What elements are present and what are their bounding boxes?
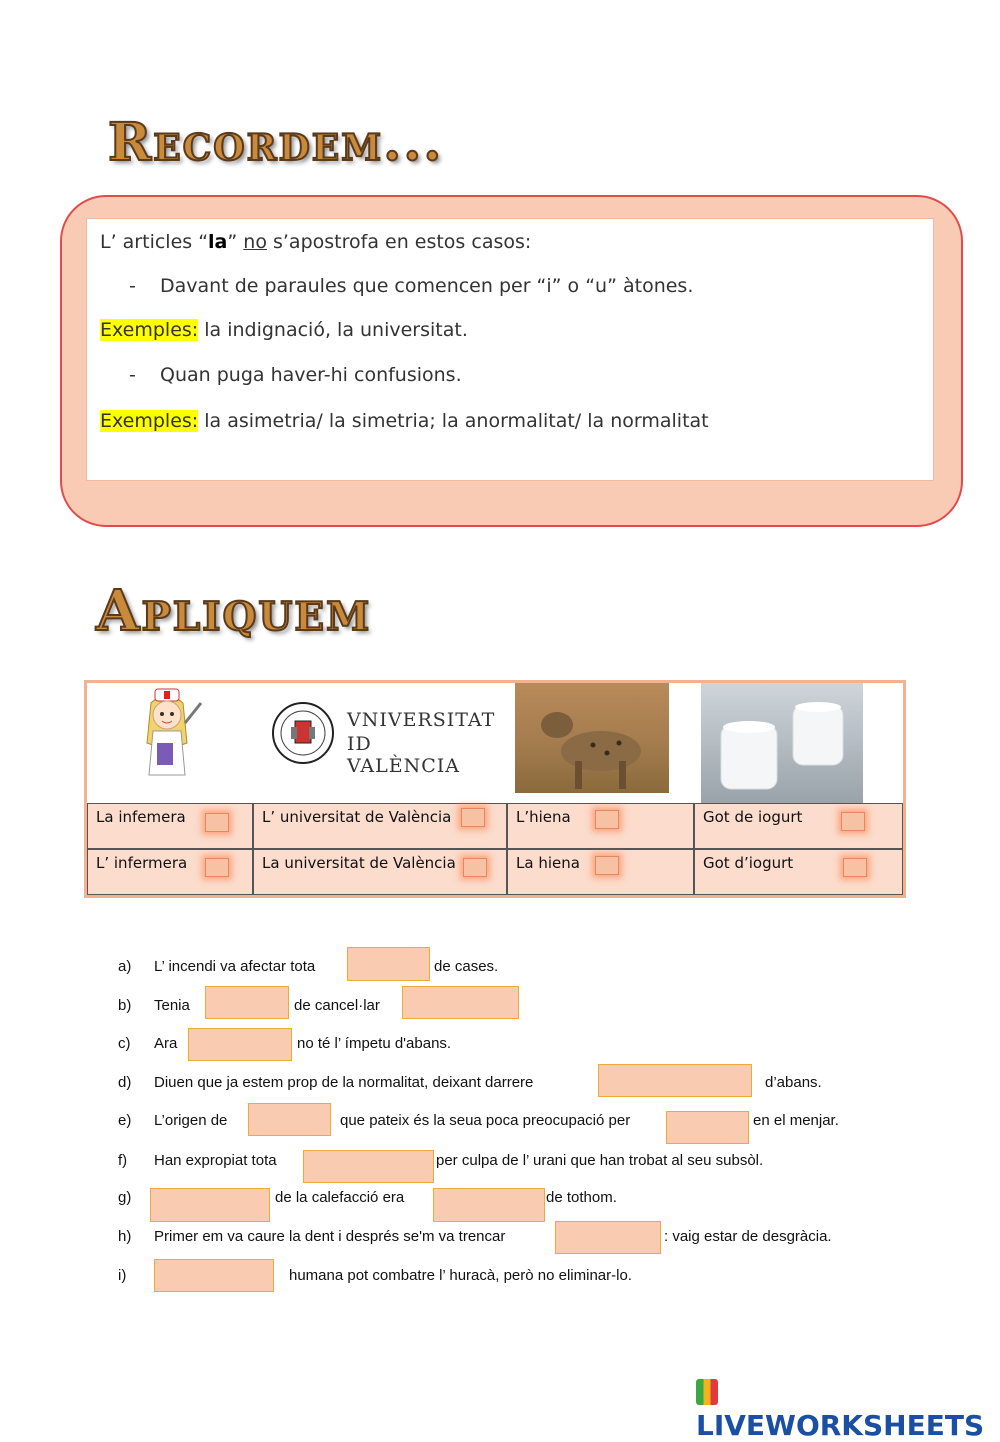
choice-table bbox=[84, 680, 906, 898]
exercise-e-text-3: en el menjar. bbox=[753, 1112, 839, 1129]
option-label: La infemera bbox=[96, 808, 186, 826]
exercise-letter: b) bbox=[118, 997, 132, 1014]
hyena-photo bbox=[515, 683, 669, 793]
exercise-c-text-1: Ara bbox=[154, 1035, 178, 1052]
option-label: Got d’iogurt bbox=[703, 854, 794, 872]
exercise-f-text-2: per culpa de l’ urani que han trobat al seu subsòl. bbox=[436, 1152, 764, 1169]
exercise-e-text-2: que pateix és la seua poca preocupació per bbox=[340, 1112, 631, 1129]
checkbox-l-hiena[interactable] bbox=[595, 810, 619, 829]
logo-text: LIVEWORKSHEETS bbox=[696, 1409, 985, 1442]
examples-label: Exemples: bbox=[100, 410, 199, 432]
exercise-g-blank-2[interactable] bbox=[433, 1188, 545, 1222]
uv-logo-line1: VNIVERSITAT bbox=[347, 709, 496, 731]
exercise-letter: e) bbox=[118, 1112, 132, 1129]
liveworksheets-logo bbox=[696, 1376, 1000, 1442]
exercise-letter: a) bbox=[118, 958, 132, 975]
option-label: La universitat de València bbox=[262, 854, 456, 872]
checkbox-got-d-iogurt[interactable] bbox=[843, 858, 867, 877]
rule-text: L’ articles “ bbox=[100, 231, 209, 253]
checkbox-l-infermera[interactable] bbox=[205, 858, 229, 877]
exercise-h-blank-1[interactable] bbox=[555, 1221, 661, 1254]
exercise-b-text-1: Tenia bbox=[154, 997, 190, 1014]
checkbox-got-de-iogurt[interactable] bbox=[841, 812, 865, 831]
exercise-c-blank-1[interactable] bbox=[188, 1028, 292, 1061]
rule-bullet-2: Quan puga haver-hi confusions. bbox=[160, 364, 462, 386]
exercise-e-text-1: L’origen de bbox=[154, 1112, 228, 1129]
universitat-de-valencia-logo bbox=[267, 691, 496, 777]
option-label: Got de iogurt bbox=[703, 808, 803, 826]
exercise-letter: d) bbox=[118, 1074, 132, 1091]
exercise-d-text-1: Diuen que ja estem prop de la normalitat, deixant darrere bbox=[154, 1074, 534, 1091]
exercise-letter: c) bbox=[118, 1035, 131, 1052]
exercise-e-blank-2[interactable] bbox=[666, 1111, 749, 1144]
example-1-text: la indignació, la universitat. bbox=[198, 319, 468, 341]
exercise-b-blank-1[interactable] bbox=[205, 986, 289, 1019]
example-2-text: la asimetria/ la simetria; la anormalitat/ la normalitat bbox=[198, 410, 709, 432]
rule-bullet-dash: - bbox=[129, 364, 136, 386]
rule-negation: no bbox=[243, 231, 267, 253]
checkbox-l-universitat[interactable] bbox=[461, 808, 485, 827]
exercise-letter: h) bbox=[118, 1228, 132, 1245]
yogurt-photo bbox=[701, 683, 863, 803]
examples-label: Exemples: bbox=[100, 319, 199, 341]
rule-box bbox=[86, 218, 934, 481]
uv-logo-line2: ID VALÈNCIA bbox=[347, 733, 461, 777]
exercise-f-blank-1[interactable] bbox=[303, 1150, 434, 1183]
exercise-g-blank-1[interactable] bbox=[150, 1188, 270, 1222]
example-1 bbox=[100, 319, 468, 341]
exercise-d-blank-1[interactable] bbox=[598, 1064, 752, 1097]
checkbox-la-infemera[interactable] bbox=[205, 813, 229, 832]
exercise-g-text-1: de la calefacció era bbox=[275, 1189, 405, 1206]
rule-article: la bbox=[208, 231, 228, 253]
option-label: L’ infermera bbox=[96, 854, 188, 872]
exercise-d-text-2: d’abans. bbox=[765, 1074, 822, 1091]
rule-intro bbox=[100, 231, 531, 253]
exercise-i-text-1: humana pot combatre l’ huracà, però no eliminar-lo. bbox=[289, 1267, 632, 1284]
exercise-a-text-2: de cases. bbox=[434, 958, 499, 975]
exercise-e-blank-1[interactable] bbox=[248, 1103, 331, 1136]
exercise-f-text-1: Han expropiat tota bbox=[154, 1152, 277, 1169]
rule-text: s’apostrofa en estos casos: bbox=[266, 231, 532, 253]
exercise-letter: i) bbox=[118, 1267, 127, 1284]
rule-text: ” bbox=[227, 231, 244, 253]
exercise-h-text-1: Primer em va caure la dent i després se'm va trencar bbox=[154, 1228, 506, 1245]
exercise-letter: g) bbox=[118, 1189, 132, 1206]
rule-bullet-1: Davant de paraules que comencen per “i” o “u” àtones. bbox=[160, 275, 694, 297]
exercise-a-text-1: L’ incendi va afectar tota bbox=[154, 958, 316, 975]
exercise-i-blank-1[interactable] bbox=[154, 1259, 274, 1292]
option-got-d-iogurt bbox=[694, 849, 903, 895]
exercise-b-blank-2[interactable] bbox=[402, 986, 519, 1019]
exercise-h-text-2: : vaig estar de desgràcia. bbox=[664, 1228, 832, 1245]
checkbox-la-hiena[interactable] bbox=[595, 856, 619, 875]
option-label: La hiena bbox=[516, 854, 580, 872]
exercise-a-blank-1[interactable] bbox=[347, 947, 430, 981]
checkbox-la-universitat[interactable] bbox=[463, 858, 487, 877]
exercise-g-text-2: de tothom. bbox=[546, 1189, 617, 1206]
option-label: L’hiena bbox=[516, 808, 571, 826]
option-label: L’ universitat de València bbox=[262, 808, 452, 826]
exercise-c-text-2: no té l’ ímpetu d'abans. bbox=[297, 1035, 452, 1052]
example-2 bbox=[100, 410, 709, 432]
rule-bullet-dash: - bbox=[129, 275, 136, 297]
recordem-heading: Recordem... bbox=[108, 112, 444, 173]
liveworksheets-logo-icon bbox=[696, 1379, 718, 1405]
exercise-letter: f) bbox=[118, 1152, 128, 1169]
nurse-picture bbox=[121, 683, 213, 783]
option-got-de-iogurt bbox=[694, 803, 903, 849]
apliquem-heading: Apliquem bbox=[96, 578, 372, 644]
exercise-b-text-2: de cancel·lar bbox=[294, 997, 380, 1014]
